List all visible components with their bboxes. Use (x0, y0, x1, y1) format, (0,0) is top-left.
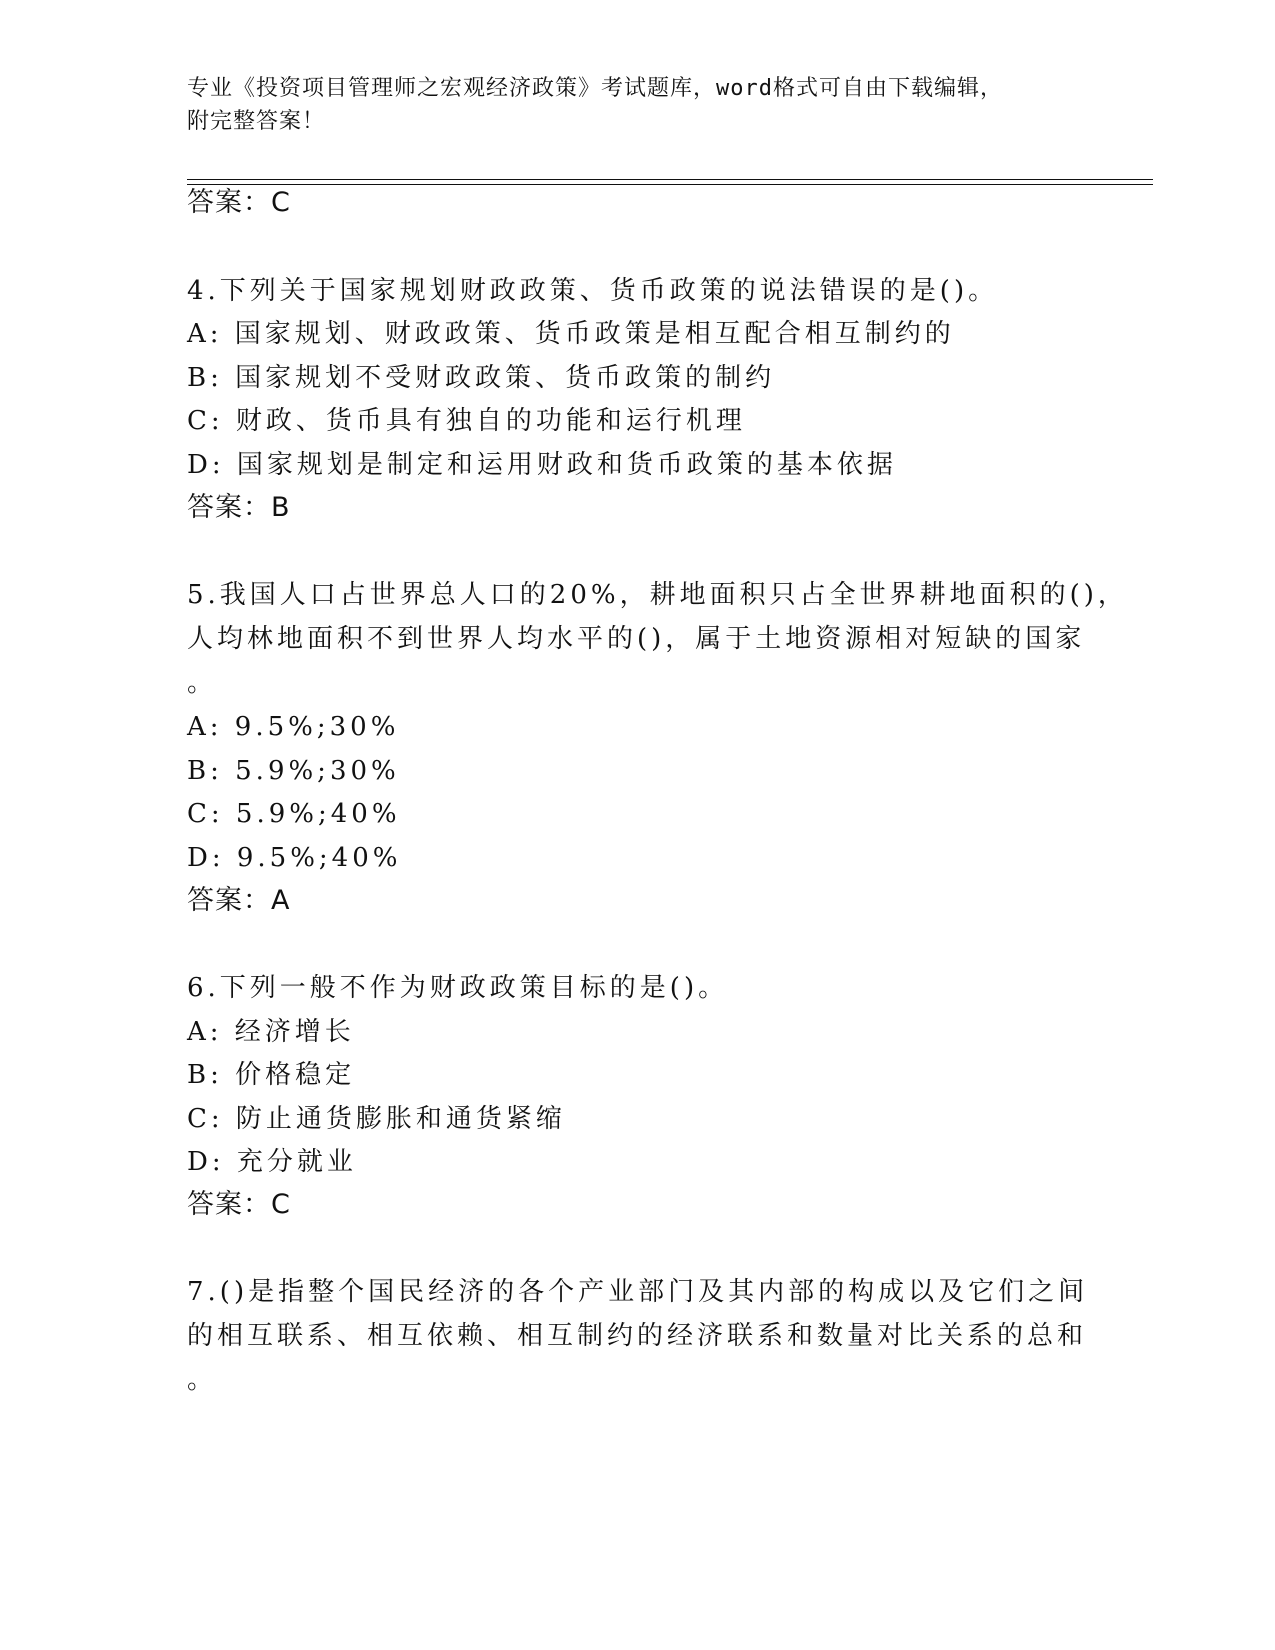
question-6-option-c: C: 防止通货膨胀和通货紧缩 (187, 1104, 566, 1134)
question-5-stem-line-3: 。 (187, 668, 218, 698)
header-line-1: 专业《投资项目管理师之宏观经济政策》考试题库，word格式可自由下载编辑， (187, 76, 1003, 101)
question-4-option-c: C: 财政、货币具有独自的功能和运行机理 (187, 406, 746, 436)
question-5-option-d: D: 9.5%;40% (187, 843, 402, 873)
question-4-option-d: D: 国家规划是制定和运用财政和货币政策的基本依据 (187, 450, 897, 480)
question-4-option-b: B: 国家规划不受财政政策、货币政策的制约 (187, 363, 776, 393)
question-6-option-d: D: 充分就业 (187, 1147, 357, 1177)
question-6-option-a: A: 经济增长 (187, 1017, 355, 1047)
question-7-stem-line-1: 7.()是指整个国民经济的各个产业部门及其内部的构成以及它们之间 (187, 1277, 1089, 1307)
answer-prev: 答案：C (187, 187, 291, 218)
question-6-option-b: B: 价格稳定 (187, 1060, 356, 1090)
document-header (187, 72, 1087, 138)
question-5-answer: 答案：A (187, 885, 291, 916)
question-4-option-a: A: 国家规划、财政政策、货币政策是相互配合相互制约的 (187, 319, 955, 349)
question-4-answer: 答案：B (187, 492, 291, 523)
question-5-option-c: C: 5.9%;40% (187, 799, 401, 829)
question-5-stem-line-1: 5.我国人口占世界总人口的20%，耕地面积只占全世界耕地面积的()， (187, 580, 1128, 610)
header-divider-bottom (187, 184, 1153, 185)
header-divider-top (187, 179, 1153, 180)
question-7-stem-line-2: 的相互联系、相互依赖、相互制约的经济联系和数量对比关系的总和 (187, 1321, 1088, 1351)
question-6-answer: 答案：C (187, 1189, 291, 1220)
question-5-option-b: B: 5.9%;30% (187, 756, 400, 786)
header-line-2: 附完整答案！ (187, 109, 326, 134)
question-5-option-a: A: 9.5%;30% (187, 712, 400, 742)
question-4-stem: 4.下列关于国家规划财政政策、货币政策的说法错误的是()。 (187, 276, 999, 306)
question-5-stem-line-2: 人均林地面积不到世界人均水平的()，属于土地资源相对短缺的国家 (187, 624, 1086, 654)
question-6-stem: 6.下列一般不作为财政政策目标的是()。 (187, 973, 729, 1003)
question-7-stem-line-3: 。 (187, 1365, 218, 1395)
